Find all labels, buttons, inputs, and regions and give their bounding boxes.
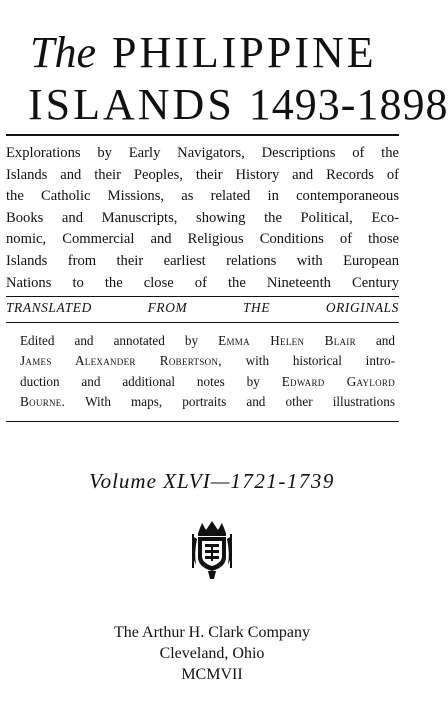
publisher-name: The Arthur H. Clark Company <box>114 624 310 641</box>
volume-years: 1721-1739 <box>230 469 335 493</box>
description <box>6 143 399 294</box>
description-line: nomic, Commercial and Religious Conditions of those <box>6 231 399 248</box>
editor-name: Edward Gaylord <box>281 373 396 389</box>
translated-word: TRANSLATED <box>6 300 92 315</box>
translated-word: FROM <box>147 300 188 315</box>
editors-note <box>20 331 395 413</box>
editors-text: and <box>355 333 395 348</box>
title-rule <box>6 134 399 136</box>
editors-line <box>20 351 395 371</box>
title-line-2 <box>28 80 448 130</box>
description-line: the Catholic Missions, as related in contemporaneous <box>6 188 399 205</box>
title-the: The <box>30 28 96 77</box>
translated-top-rule <box>6 296 399 297</box>
title-islands: ISLANDS <box>28 80 235 129</box>
volume-dash: — <box>210 469 231 493</box>
publisher-city: Cleveland, Ohio <box>159 645 265 662</box>
publication-year: MCMVII <box>181 666 243 683</box>
title-philippine: PHILIPPINE <box>112 28 377 77</box>
translated-from-originals <box>6 300 399 316</box>
volume-line <box>0 469 424 494</box>
editors-text: with historical intro- <box>221 353 395 369</box>
editors-line <box>20 392 395 412</box>
editors-bottom-rule <box>6 421 399 422</box>
translated-word: ORIGINALS <box>325 300 399 315</box>
description-line: Explorations by Early Navigators, Descriptions of the <box>6 145 399 161</box>
editors-line <box>20 331 395 351</box>
title-years: 1493-1898 <box>248 80 448 129</box>
description-line: Books and Manuscripts, showing the Political, Eco- <box>6 209 399 226</box>
description-line: Islands and their Peoples, their History and Records of <box>6 166 399 183</box>
editor-name: James Alexander Robertson, <box>20 353 222 369</box>
editor-name: Emma Helen Blair <box>218 333 356 348</box>
editors-line <box>20 372 395 392</box>
translated-word: THE <box>243 300 271 315</box>
printers-device-icon <box>184 517 240 581</box>
publisher-block <box>0 622 424 685</box>
editors-text: duction and additional notes by <box>20 373 282 389</box>
editors-text: Edited and annotated by <box>20 333 219 348</box>
editors-text: With maps, portraits and other illustrations <box>65 394 395 410</box>
description-line: Islands from their earliest relations with European <box>6 252 399 269</box>
editor-name: Bourne. <box>20 394 66 410</box>
description-line: Nations to the close of the Nineteenth Century <box>6 274 399 291</box>
title-line-1 <box>30 28 377 78</box>
volume-label: Volume XLVI <box>89 469 211 493</box>
translated-bottom-rule <box>6 322 399 323</box>
